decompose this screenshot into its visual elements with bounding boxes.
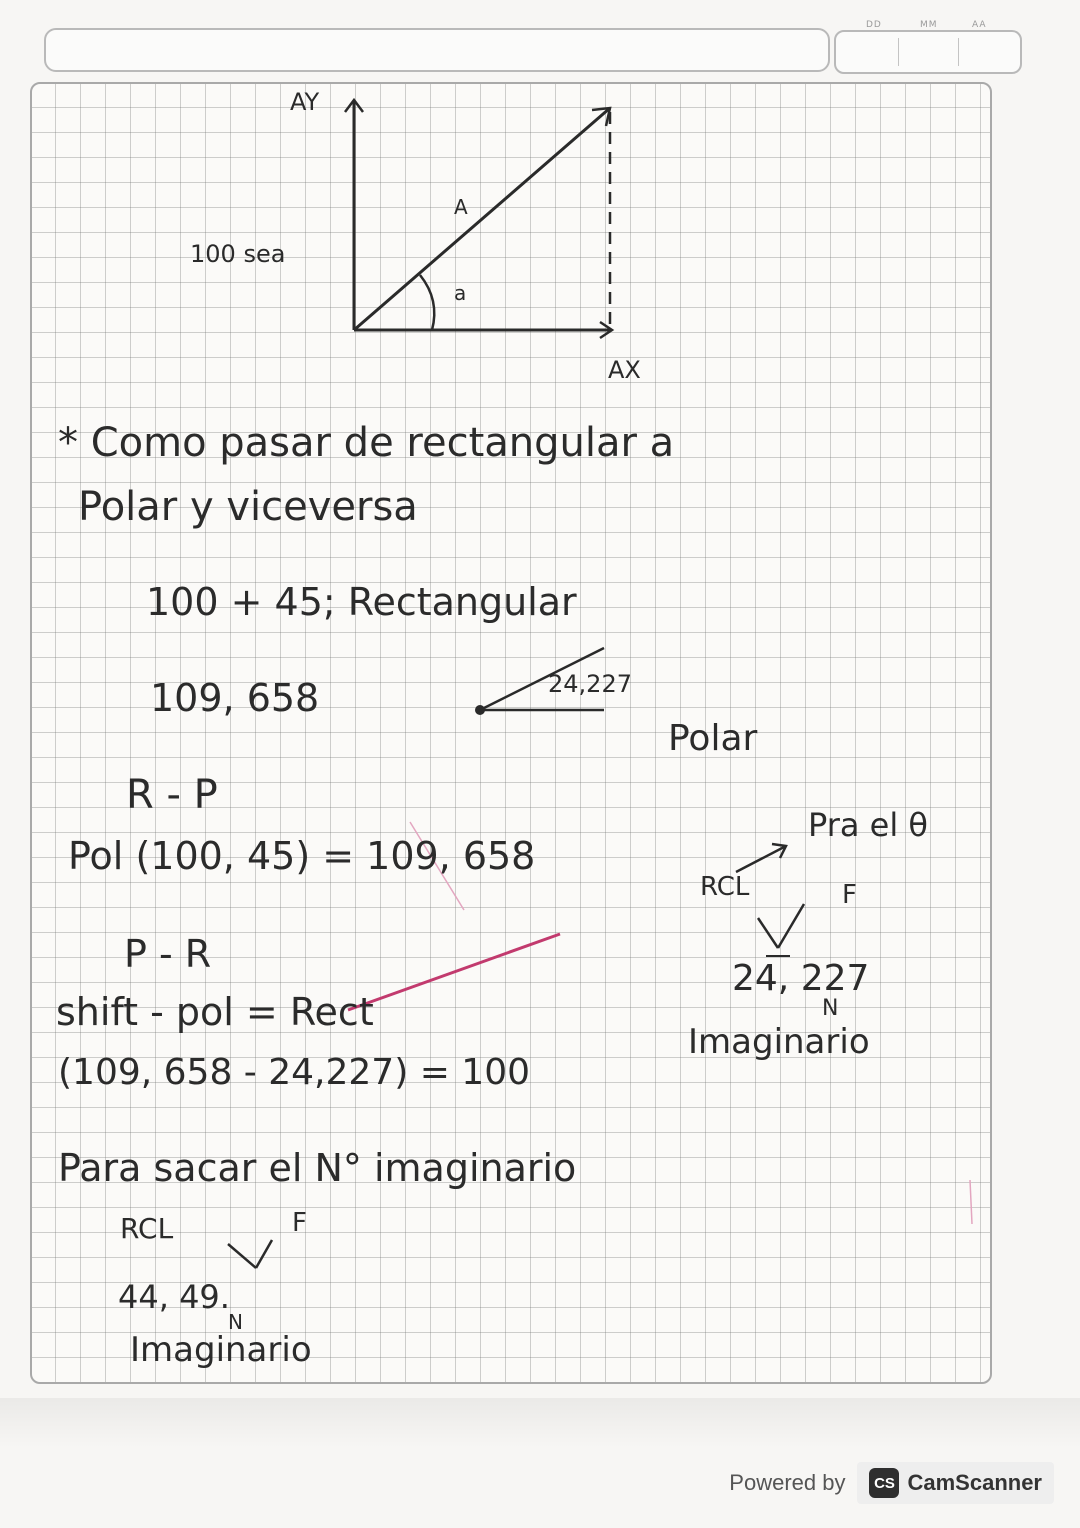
- y-axis: [345, 100, 363, 330]
- n-label: N: [822, 996, 839, 1021]
- page-edge-shadow: [0, 1398, 1080, 1448]
- y-axis-label: AY: [290, 88, 320, 116]
- rcl2-label: RCL: [120, 1212, 174, 1245]
- rcl-label: RCL: [700, 872, 750, 902]
- pink-marker-stroke: [348, 934, 560, 1010]
- rcl2-arrows: [228, 1240, 272, 1268]
- imaginario2-label: Imaginario: [130, 1330, 312, 1370]
- pink-marker-stroke: [970, 1180, 972, 1224]
- angle-arc: [420, 275, 434, 330]
- rect-to-polar-label: R - P: [126, 772, 218, 818]
- angle-label: a: [454, 281, 467, 305]
- polar-magnitude: 109, 658: [150, 676, 320, 720]
- x-axis: [354, 322, 612, 338]
- polar-to-rect-label: P - R: [124, 932, 212, 976]
- polar-label: Polar: [668, 718, 758, 759]
- imaginario-label: Imaginario: [688, 1022, 870, 1062]
- camscanner-name: CamScanner: [907, 1470, 1042, 1495]
- side-label: 100 sea: [190, 240, 286, 268]
- camscanner-watermark: [729, 1462, 1054, 1504]
- date-label-day: DD: [866, 20, 882, 30]
- camscanner-badge: [857, 1462, 1054, 1504]
- para-sacar-line: Para sacar el N° imaginario: [58, 1146, 577, 1190]
- imaginary-value: 44, 49.: [118, 1278, 230, 1316]
- f2-label: F: [292, 1208, 307, 1238]
- shift-pol-line: shift - pol = Rect: [56, 990, 374, 1034]
- title-line-1: * Como pasar de rectangular a: [58, 420, 675, 466]
- date-label-month: MM: [920, 20, 938, 30]
- pol-formula: Pol (100, 45) = 109, 658: [68, 834, 536, 878]
- rectangular-line: 100 + 45; Rectangular: [146, 580, 577, 624]
- shift-values-line: (109, 658 - 24,227) = 100: [58, 1052, 531, 1093]
- n2-label: N: [228, 1310, 243, 1334]
- hypotenuse-vector: [354, 108, 610, 330]
- powered-by-text: Powered by: [729, 1470, 846, 1495]
- hypotenuse-label: A: [454, 195, 468, 219]
- angle-result: 24, 227: [732, 958, 870, 999]
- date-label-year: AA: [972, 20, 987, 30]
- polar-angle-value: 24,227: [548, 670, 632, 698]
- x-axis-label: AX: [608, 356, 641, 384]
- f-label: F: [842, 880, 857, 910]
- camscanner-logo-icon: CS: [869, 1468, 899, 1498]
- for-theta-label: Pra el θ: [808, 806, 928, 844]
- title-line-2: Polar y viceversa: [78, 484, 418, 530]
